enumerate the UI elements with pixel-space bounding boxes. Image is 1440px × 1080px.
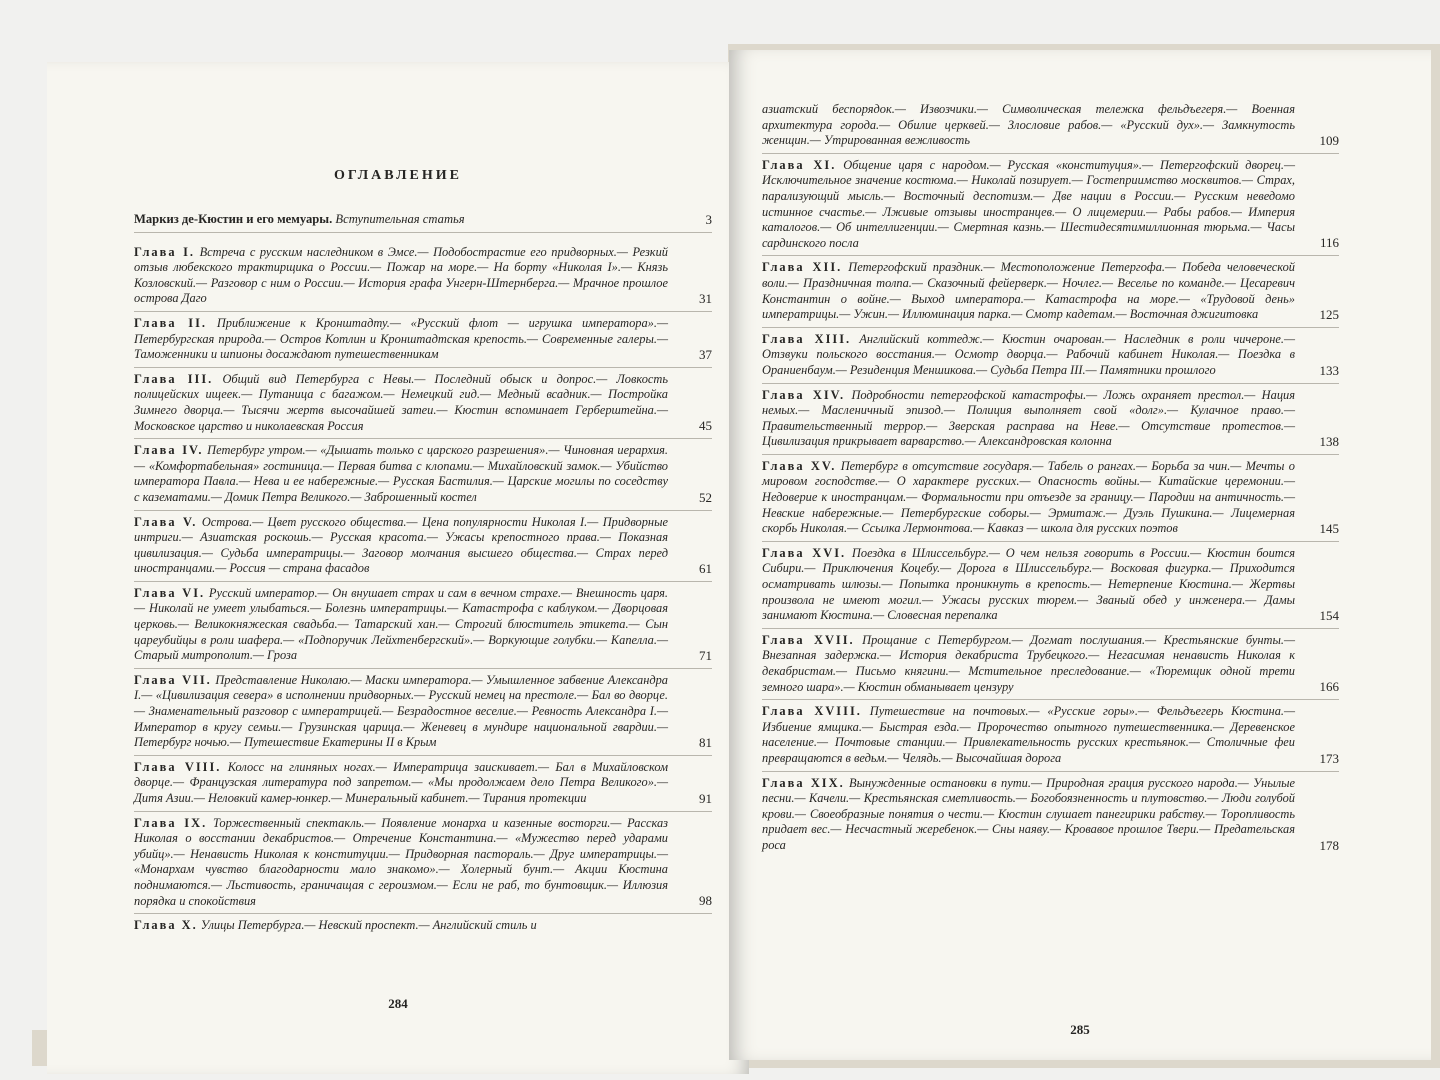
toc-entry: [762, 704, 1339, 771]
toc-intro-entry: [134, 212, 712, 233]
toc-entry: [762, 102, 1339, 154]
chapter-summary: Вынужденные остановки в пути.— Природная грация русского народа.— Унылые песни.— Качели.— Крестьянская сметливость.— Богобоязненность и плутовство.— Люди голубой крови.— Своеобразные понятия о чести.— Кюстин слушает панегирики рабству.— Торопливость придает вес.— Несчастный жеребенок.— Сны наяву.— Кровавое прошлое Твери.— Предательская роса: [762, 775, 1296, 852]
toc-entry-text: [762, 459, 1339, 537]
chapter-page-number: 91: [699, 790, 712, 806]
intro-label: Маркиз де-Кюстин и его мемуары.: [134, 212, 333, 226]
toc-entry: [762, 459, 1339, 542]
toc-entry: [134, 760, 712, 812]
chapter-page-number: 133: [1319, 362, 1339, 378]
toc-entry: [134, 372, 712, 439]
toc-entry-text: [762, 546, 1339, 624]
intro-page-number: 3: [705, 211, 712, 227]
chapter-label: Глава III.: [134, 371, 214, 386]
chapter-summary: Острова.— Цвет русского общества.— Цена популярности Николая I.— Придворные интриги.— Азиатская роскошь.— Русская красота.— Ужасы крепостного права.— Показная цивилизация.— Судьба императрицы.— Заговор молчания высшего общества.— Страх перед иностранцами.— Россия — страна фасадов: [134, 514, 668, 576]
chapter-summary: Торжественный спектакль.— Появление монарха и казенные восторги.— Рассказ Николая о восстании декабристов.— Отречение Константина.— «Мужество перед ударами убийц».— Ненависть Николая к конституции.— Придворная пастораль.— Друг императрицы.— «Монархам чувство благодарности мало знакомо».— Холерный бунт.— Акции Кюстина поднимаются.— Льстивость, граничащая с героизмом.— Если не раб, то бунтовщик.— Иллюзия порядка и спокойствия: [134, 815, 668, 908]
chapter-summary: Английский коттедж.— Кюстин очарован.— Наследник в роли чичероне.— Отзвуки польского восстания.— Осмотр дворца.— Рабочий кабинет Николая.— Поездка в Ораниенбаум.— Резиденция Меншикова.— Судьба Петра III.— Памятники прошлого: [762, 331, 1295, 377]
chapter-summary: Встреча с русским наследником в Эмсе.— Подобострастие его придворных.— Резкий отзыв любекского трактирщика о России.— Пожар на море.— На борту «Николая I».— Князь Козловский.— Разговор с ним о России.— История графа Унгерн-Штернберга.— Мрачное прошлое острова Даго: [134, 244, 668, 306]
toc-entry: [134, 673, 712, 756]
chapter-page-number: 178: [1319, 837, 1339, 853]
chapter-label: Глава XIX.: [762, 775, 845, 790]
intro-text: Вступительная статья: [335, 212, 465, 226]
chapter-label: Глава XVI.: [762, 545, 847, 560]
toc-entry-text: [134, 673, 712, 751]
chapter-page-number: 45: [699, 418, 712, 434]
right-toc-column: [762, 102, 1339, 862]
toc-entry-text: [762, 260, 1339, 322]
toc-entry-text: [762, 776, 1339, 854]
toc-entry-text: [134, 918, 712, 934]
chapter-page-number: 37: [699, 346, 712, 362]
chapter-label: Глава VII.: [134, 672, 212, 687]
chapter-summary: Подробности петергофской катастрофы.— Ложь охраняет престол.— Нация немых.— Масленичный эпизод.— Полиция выполняет свой «долг».— Кулачное право.— Правительственный террор.— Зверская расправа на Неве.— Отсутствие протестов.— Цивилизация прикрывает варварство.— Александровская колонна: [762, 387, 1295, 449]
toc-entry-text: [762, 332, 1339, 379]
toc-entry-text: [134, 443, 712, 505]
chapter-summary: Петергофский праздник.— Местоположение Петергофа.— Победа человеческой воли.— Праздничная толпа.— Сказочный фейерверк.— Ночлег.— Веселье по команде.— Цесаревич Константин о войне.— Выход императора.— Катастрофа на море.— «Трудовой день» императрицы.— Ужин.— Иллюминация парка.— Смотр кадетам.— Восточная джигитовка: [762, 260, 1295, 322]
chapter-page-number: 145: [1319, 520, 1339, 536]
toc-entry-text: [134, 586, 712, 664]
toc-entry-text: [762, 102, 1339, 149]
chapter-summary: Общение царя с народом.— Русская «конституция».— Петергофский дворец.— Исключительное значение костюма.— Николай позирует.— Гостеприимство москвитов.— Страх, парализующий мысль.— Восточный деспотизм.— Две нации в России.— Русским неведомо истинное счастье.— Лживые отзывы иностранцев.— О лицемерии.— Рабы рабов.— Империя каталогов.— Об интеллигенции.— Смертная казнь.— Шестидесятимиллионная тюрьма.— Часы сардинского посла: [762, 157, 1295, 250]
chapter-label: Глава II.: [134, 315, 208, 330]
toc-entry: [134, 245, 712, 312]
book-spread: [30, 40, 1440, 1070]
chapter-summary: Петербург утром.— «Дышать только с царского разрешения».— Чиновная иерархия.— «Комфортабельная» гостиница.— Первая битва с клопами.— Михайловский замок.— Убийство императора Павла.— Нева и ее набережные.— Русская Бастилия.— Царские могилы по соседству с казематами.— Домик Петра Великого.— Заброшенный костел: [134, 443, 668, 504]
toc-entry: [134, 515, 712, 582]
chapter-page-number: 71: [699, 647, 712, 663]
chapter-label: Глава IX.: [134, 815, 208, 830]
chapter-label: Глава X.: [134, 918, 198, 933]
left-toc-column: [134, 212, 712, 942]
chapter-summary: Русский император.— Он внушает страх и сам в вечном страхе.— Внешность царя.— Николай не умеет улыбаться.— Болезнь императрицы.— Катастрофа с каблуком.— Дворцовая церковь.— Великокняжеская свадьба.— Татарский хан.— Строгий блюститель этикета.— Сын цареубийцы в роли шафера.— «Подпоручик Лейхтенбергский».— Воркующие голубки.— Капелла.— Старый митрополит.— Гроза: [134, 585, 668, 663]
chapter-summary: Общий вид Петербурга с Невы.— Последний обыск и допрос.— Ловкость полицейских ищеек.— Путаница с багажом.— Немецкий гид.— Медный всадник.— Постройка Зимнего дворца.— Тысячи жертв высочайшей затеи.— Кюстин вспоминает Герберштейна.— Московское царство и николаевская Россия: [134, 371, 668, 433]
chapter-label: Глава XII.: [762, 260, 843, 275]
chapter-label: Глава VI.: [134, 585, 206, 600]
toc-entry: [134, 586, 712, 669]
left-entry-list: [134, 245, 712, 938]
chapter-summary: азиатский беспорядок.— Извозчики.— Символическая тележка фельдъегеря.— Военная архитектура города.— Обилие церквей.— Злословие рабов.— «Русский дух».— Замкнутость женщин.— Утрированная вежливость: [762, 102, 1295, 148]
chapter-page-number: 61: [699, 560, 712, 576]
chapter-summary: Колосс на глиняных ногах.— Императрица заискивает.— Бал в Михайловском дворце.— Французская литература под запретом.— «Мы продолжаем дело Петра Великого».— Дитя Азии.— Неловкий камер-юнкер.— Минеральный кабинет.— Тирания протекции: [134, 759, 668, 805]
right-page: [729, 50, 1431, 1060]
toc-entry: [762, 633, 1339, 700]
toc-entry: [762, 260, 1339, 327]
chapter-summary: Петербург в отсутствие государя.— Табель о рангах.— Борьба за чин.— Мечты о мировом господстве.— О характере русских.— Опасность войны.— Китайские церемонии.— Недоверие к иностранцам.— Формальности при отъезде за границу.— Пародии на античность.— Невские набережные.— Петербургские соборы.— Эрмитаж.— Дуэль Пушкина.— Лицемерная скорбь Николая.— Ссылка Лермонтова.— Кавказ — школа для русских поэтов: [762, 458, 1295, 536]
chapter-label: Глава I.: [134, 244, 196, 259]
chapter-page-number: 138: [1319, 433, 1339, 449]
chapter-label: Глава V.: [134, 514, 198, 529]
toc-entry: [134, 918, 712, 938]
chapter-label: Глава XVIII.: [762, 704, 862, 719]
toc-entry-text: [134, 515, 712, 577]
toc-entry-text: [134, 372, 712, 434]
chapter-label: Глава XIV.: [762, 387, 846, 402]
toc-entry-text: [134, 760, 712, 807]
chapter-label: Глава XIII.: [762, 331, 852, 346]
chapter-page-number: 52: [699, 489, 712, 505]
chapter-page-number: 166: [1319, 679, 1339, 695]
right-entry-list: [762, 102, 1339, 858]
toc-entry: [762, 158, 1339, 257]
toc-entry: [762, 776, 1339, 858]
chapter-label: Глава IV.: [134, 443, 204, 458]
chapter-summary: Улицы Петербурга.— Невский проспект.— Английский стиль и: [200, 918, 537, 933]
chapter-summary: Поездка в Шлиссельбург.— О чем нельзя говорить в России.— Кюстин боится Сибири.— Приключения Коцебу.— Дорога в Шлиссельбург.— Восковая фигурка.— Приходится осматривать шлюзы.— Попытка проникнуть в крепость.— Нетерпение Кюстина.— Жертвы произвола не имеют могил.— Ужасы русских тюрем.— Званый обед у инженера.— Дамы занимают Кюстина.— Словесная перепалка: [762, 545, 1296, 623]
chapter-label: Глава XVII.: [762, 632, 855, 647]
toc-entry: [762, 332, 1339, 384]
toc-entry-text: [762, 633, 1339, 695]
toc-entry: [134, 816, 712, 915]
toc-entry-text: [762, 388, 1339, 450]
chapter-summary: Прощание с Петербургом.— Догмат послушания.— Крестьянские бунты.— Внезапная задержка.— История декабриста Трубецкого.— Негасимая ненависть Николая к декабристам.— Письмо княгини.— Мстительное преследование.— «Тюремщик одной трети земного шара».— Кюстин обманывает цензуру: [762, 632, 1295, 694]
toc-entry-text: [134, 316, 712, 363]
chapter-page-number: 81: [699, 734, 712, 750]
chapter-page-number: 154: [1319, 607, 1339, 623]
chapter-page-number: 31: [699, 290, 712, 306]
toc-entry: [134, 316, 712, 368]
chapter-page-number: 125: [1319, 306, 1339, 322]
chapter-summary: Путешествие на почтовых.— «Русские горы».— Фельдъегерь Кюстина.— Избиение ямщика.— Быстрая езда.— Пророчество опытного путешественника.— Деревенское население.— Почтовые станции.— Привлекательность русских крестьянок.— Столичные феи превращаются в ведьм.— Челядь.— Высочайшая дорога: [762, 704, 1296, 765]
chapter-page-number: 173: [1319, 750, 1339, 766]
left-page: [47, 62, 749, 1074]
page-number-right: 285: [1070, 1022, 1090, 1037]
chapter-summary: Представление Николаю.— Маски императора.— Умышленное забвение Александра I.— «Цивилизация севера» в исполнении придворных.— Русский немец на престоле.— Бал во дворце.— Знаменательный разговор с императрицей.— Безрадостное веселие.— Ревность Александра I.— Император в кругу семьи.— Грузинская царица.— Женевец в мундире национальной гвардии.— Петербург ночью.— Путешествие Екатерины II в Крым: [134, 672, 668, 750]
toc-entry-text: [134, 245, 712, 307]
toc-entry: [762, 388, 1339, 455]
chapter-label: Глава XI.: [762, 157, 837, 172]
toc-entry-text: [134, 816, 712, 910]
toc-entry-text: [762, 158, 1339, 252]
toc-entry: [762, 546, 1339, 629]
toc-entry: [134, 443, 712, 510]
page-number-left: 284: [388, 996, 408, 1011]
chapter-page-number: 109: [1319, 132, 1339, 148]
chapter-summary: Приближение к Кронштадту.— «Русский флот — игрушка императора».— Петербургская природа.— Остров Котлин и Кронштадтская крепость.— Современные галеры.— Таможенники и шпионы досаждают путешественникам: [134, 315, 668, 362]
chapter-label: Глава XV.: [762, 458, 837, 473]
chapter-page-number: 98: [699, 893, 712, 909]
chapter-label: Глава VIII.: [134, 759, 222, 774]
toc-entry-text: [762, 704, 1339, 766]
toc-title: ОГЛАВЛЕНИЕ: [334, 168, 462, 183]
chapter-page-number: 116: [1319, 235, 1339, 251]
